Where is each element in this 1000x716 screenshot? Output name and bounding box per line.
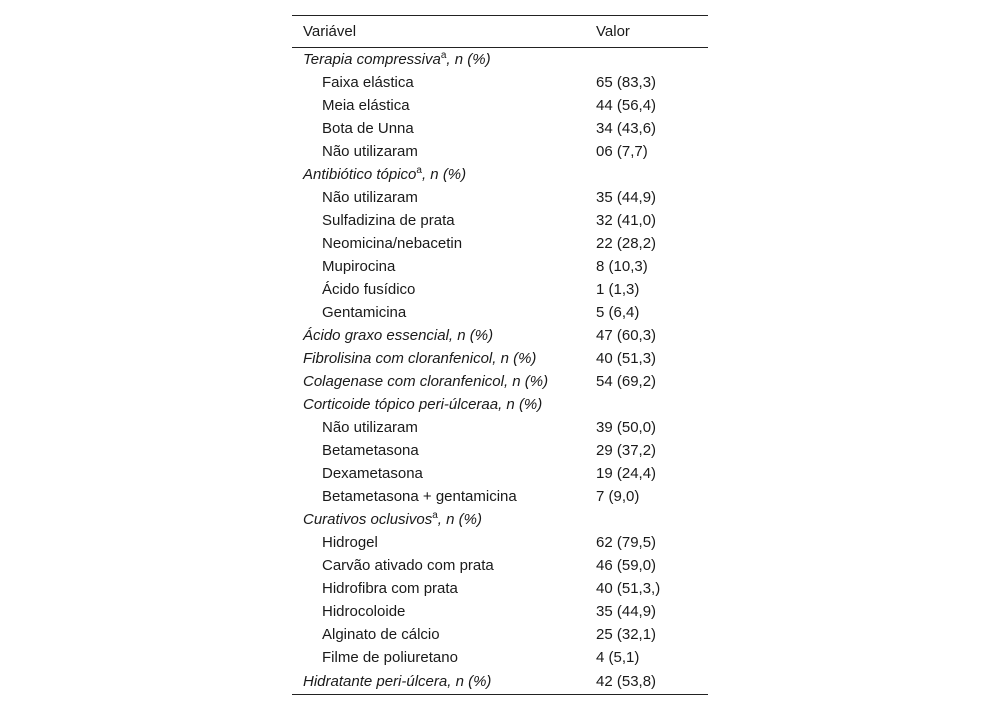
table-row	[292, 485, 708, 508]
row-value: 40 (51,3)	[596, 350, 657, 367]
table-row	[292, 462, 708, 485]
row-value: 5 (6,4)	[596, 304, 640, 321]
row-label: Sulfadizina de prata	[322, 212, 455, 229]
row-value: 35 (44,9)	[596, 603, 657, 620]
row-value: 44 (56,4)	[596, 97, 657, 114]
row-label: Ácido fusídico	[322, 281, 416, 298]
row-label: Bota de Unna	[322, 120, 414, 137]
table-row	[292, 416, 708, 439]
row-label: Hidrogel	[322, 534, 378, 551]
table-row	[292, 186, 708, 209]
table-row	[292, 117, 708, 140]
row-value: 39 (50,0)	[596, 419, 657, 436]
row-value: 32 (41,0)	[596, 212, 657, 229]
row-value: 54 (69,2)	[596, 373, 657, 390]
row-value: 06 (7,7)	[596, 143, 648, 160]
row-value: 35 (44,9)	[596, 189, 657, 206]
header-value: Valor	[596, 23, 630, 40]
table-row	[292, 71, 708, 94]
row-value: 8 (10,3)	[596, 258, 648, 275]
table-row	[292, 209, 708, 232]
header-variable: Variável	[303, 23, 357, 40]
row-value: 34 (43,6)	[596, 120, 657, 137]
row-label: Colagenase com cloranfenicol, n (%)	[303, 373, 549, 390]
row-value: 4 (5,1)	[596, 649, 640, 666]
row-label: Betametasona + gentamicina	[322, 488, 517, 505]
row-label: Meia elástica	[322, 97, 410, 114]
row-label: Hidrocoloide	[322, 603, 406, 620]
row-label: Corticoide tópico peri-úlceraa, n (%)	[303, 396, 543, 413]
row-label: Antibiótico tópico$^a$, n (%)	[303, 165, 467, 183]
row-value: 62 (79,5)	[596, 534, 657, 551]
table-row	[292, 439, 708, 462]
table-row	[292, 140, 708, 163]
table-row-category	[292, 347, 708, 370]
row-label: Curativos oclusivos$^a$, n (%)	[303, 510, 482, 528]
row-label: Terapia compressiva$^a$, n (%)	[303, 50, 491, 68]
table-row	[292, 646, 708, 669]
row-label: Gentamicina	[322, 304, 407, 321]
row-label: Filme de poliuretano	[322, 649, 458, 666]
row-label: Fibrolisina com cloranfenicol, n (%)	[303, 350, 537, 367]
row-label: Não utilizaram	[322, 419, 418, 436]
table-row	[292, 531, 708, 554]
row-label: Hidrofibra com prata	[322, 580, 458, 597]
table-row	[292, 255, 708, 278]
row-value: 1 (1,3)	[596, 281, 640, 298]
row-label: Carvão ativado com prata	[322, 557, 494, 574]
table-row-category	[292, 669, 708, 695]
data-table	[292, 15, 708, 695]
table-row	[292, 301, 708, 324]
row-value: 47 (60,3)	[596, 327, 657, 344]
table-row	[292, 623, 708, 646]
table-header	[292, 15, 708, 48]
row-label: Faixa elástica	[322, 74, 414, 91]
row-value: 42 (53,8)	[596, 673, 657, 690]
row-value: 25 (32,1)	[596, 626, 657, 643]
table-row-category	[292, 324, 708, 347]
row-value: 65 (83,3)	[596, 74, 657, 91]
table-row	[292, 94, 708, 117]
table-row	[292, 554, 708, 577]
row-label: Mupirocina	[322, 258, 396, 275]
table-row	[292, 232, 708, 255]
row-label: Dexametasona	[322, 465, 423, 482]
table-row	[292, 600, 708, 623]
row-label: Betametasona	[322, 442, 419, 459]
table-row-category	[292, 163, 708, 186]
row-value: 46 (59,0)	[596, 557, 657, 574]
table-row	[292, 577, 708, 600]
row-label: Não utilizaram	[322, 189, 418, 206]
table-row	[292, 278, 708, 301]
row-value: 29 (37,2)	[596, 442, 657, 459]
row-label: Ácido graxo essencial, n (%)	[303, 327, 494, 344]
table-row-category	[292, 370, 708, 393]
table-row-category	[292, 508, 708, 531]
row-value: 40 (51,3,)	[596, 580, 661, 597]
row-label: Alginato de cálcio	[322, 626, 440, 643]
row-value: 7 (9,0)	[596, 488, 640, 505]
row-label: Não utilizaram	[322, 143, 418, 160]
row-value: 22 (28,2)	[596, 235, 657, 252]
row-label: Neomicina/nebacetin	[322, 235, 463, 252]
row-value: 19 (24,4)	[596, 465, 657, 482]
row-label: Hidratante peri-úlcera, n (%)	[303, 673, 492, 690]
table-row-category	[292, 48, 708, 71]
table-row-category	[292, 393, 708, 416]
